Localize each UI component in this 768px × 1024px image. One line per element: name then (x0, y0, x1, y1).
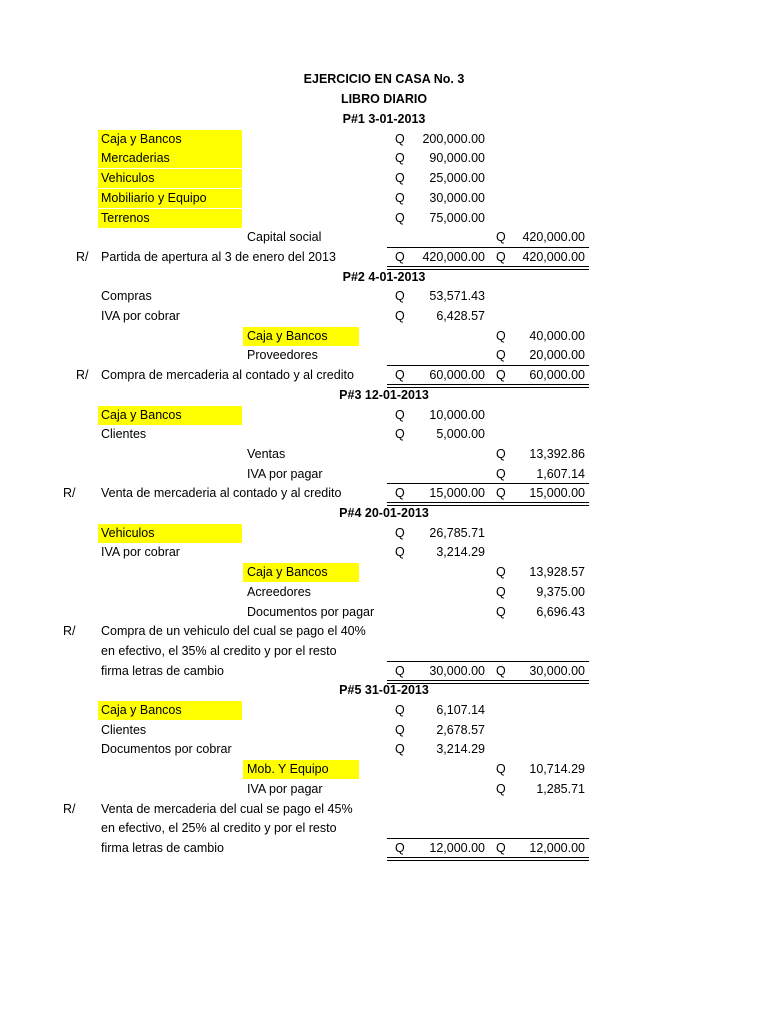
total-debit: 12,000.00 (429, 840, 485, 855)
currency-symbol: Q (395, 486, 405, 501)
currency-symbol: Q (395, 131, 405, 146)
debit-account: Compras (101, 289, 152, 304)
credit-account: Acreedores (247, 584, 311, 599)
currency-symbol: Q (496, 466, 506, 481)
total-debit: 60,000.00 (429, 368, 485, 383)
debit-line (0, 406, 768, 425)
debit-amount: 3,214.29 (436, 742, 485, 757)
currency-symbol: Q (496, 663, 506, 678)
credit-line (0, 327, 768, 346)
entry-reference-mark: R/ (76, 368, 89, 383)
credit-account: Caja y Bancos (243, 563, 359, 582)
currency-symbol: Q (395, 427, 405, 442)
debit-amount: 200,000.00 (422, 131, 485, 146)
entry-description: Partida de apertura al 3 de enero del 2013 (101, 249, 336, 264)
debit-amount: 6,428.57 (436, 309, 485, 323)
debit-amount: 2,678.57 (436, 722, 485, 737)
debit-line (0, 701, 768, 720)
debit-line (0, 209, 768, 228)
entry-reference-mark: R/ (76, 249, 89, 264)
currency-symbol: Q (395, 368, 405, 383)
description-line (0, 366, 768, 385)
debit-account: Clientes (101, 427, 147, 442)
entry-reference-mark: R/ (63, 486, 76, 501)
currency-symbol: Q (395, 249, 405, 264)
credit-amount: 6,696.43 (536, 604, 585, 619)
total-rule (387, 661, 589, 662)
credit-account: IVA por pagar (247, 781, 323, 796)
debit-amount: 90,000.00 (429, 151, 485, 166)
total-credit: 30,000.00 (529, 663, 585, 678)
entry-description: firma letras de cambio (101, 840, 224, 855)
debit-amount: 25,000.00 (429, 171, 485, 186)
currency-symbol: Q (395, 742, 405, 757)
total-debit: 15,000.00 (429, 486, 485, 501)
debit-line (0, 287, 768, 306)
entry-description: en efectivo, el 35% al credito y por el resto (101, 643, 337, 658)
entry-description: Compra de un vehiculo del cual se pago el 40% (101, 624, 366, 639)
total-credit: 420,000.00 (522, 249, 585, 264)
credit-account: Caja y Bancos (243, 327, 359, 346)
credit-line (0, 563, 768, 582)
debit-account: Vehiculos (98, 524, 242, 543)
debit-account: Documentos por cobrar (101, 742, 232, 757)
currency-symbol: Q (395, 171, 405, 186)
debit-amount: 26,785.71 (429, 525, 485, 540)
debit-account: IVA por cobrar (101, 309, 180, 323)
entry-heading: P#5 31-01-2013 (339, 683, 429, 698)
debit-amount: 53,571.43 (429, 289, 485, 304)
debit-account: Caja y Bancos (98, 406, 242, 425)
credit-account: Proveedores (247, 348, 318, 363)
entry-description: en efectivo, el 25% al credito y por el resto (101, 821, 337, 836)
credit-line (0, 603, 768, 622)
debit-line (0, 189, 768, 208)
total-rule (387, 483, 589, 484)
total-credit: 12,000.00 (529, 840, 585, 855)
debit-line (0, 169, 768, 188)
currency-symbol: Q (395, 407, 405, 422)
entry-description: Compra de mercaderia al contado y al credito (101, 368, 354, 383)
credit-account: Documentos por pagar (247, 604, 375, 619)
debit-account: Clientes (101, 722, 147, 737)
credit-account: Ventas (247, 446, 286, 461)
debit-line (0, 425, 768, 444)
currency-symbol: Q (395, 210, 405, 225)
debit-line (0, 130, 768, 149)
currency-symbol: Q (395, 545, 405, 560)
description-line (0, 484, 768, 503)
debit-amount: 10,000.00 (429, 407, 485, 422)
document-subtitle: LIBRO DIARIO (340, 92, 428, 106)
total-debit: 420,000.00 (422, 249, 485, 264)
credit-amount: 9,375.00 (536, 584, 585, 599)
currency-symbol: Q (395, 190, 405, 205)
total-rule (387, 365, 589, 366)
credit-amount: 13,928.57 (529, 565, 585, 580)
entry-heading: P#2 4-01-2013 (342, 269, 426, 284)
credit-amount: 40,000.00 (529, 328, 585, 343)
debit-line (0, 149, 768, 168)
credit-amount: 420,000.00 (522, 230, 585, 245)
currency-symbol: Q (395, 703, 405, 717)
debit-line (0, 543, 768, 562)
credit-account: Mob. Y Equipo (243, 760, 359, 779)
debit-account: Mobiliario y Equipo (98, 189, 242, 208)
debit-amount: 75,000.00 (429, 210, 485, 225)
total-credit: 60,000.00 (529, 368, 585, 383)
credit-line (0, 780, 768, 799)
currency-symbol: Q (496, 368, 506, 383)
currency-symbol: Q (395, 840, 405, 855)
debit-amount: 30,000.00 (429, 190, 485, 205)
credit-account: Capital social (247, 230, 322, 245)
description-line (0, 662, 768, 681)
currency-symbol: Q (395, 722, 405, 737)
currency-symbol: Q (395, 151, 405, 166)
credit-line (0, 445, 768, 464)
debit-account: Vehiculos (98, 169, 242, 188)
entry-reference-mark: R/ (63, 624, 76, 639)
debit-account: Caja y Bancos (98, 701, 242, 720)
credit-line (0, 583, 768, 602)
description-line (0, 622, 768, 641)
debit-amount: 6,107.14 (436, 703, 485, 717)
entry-description: Venta de mercaderia del cual se pago el 45% (101, 801, 353, 816)
credit-line (0, 346, 768, 365)
debit-amount: 5,000.00 (436, 427, 485, 442)
currency-symbol: Q (496, 762, 506, 777)
entry-heading: P#4 20-01-2013 (339, 506, 429, 520)
description-line (0, 839, 768, 858)
currency-symbol: Q (395, 663, 405, 678)
currency-symbol: Q (496, 565, 506, 580)
currency-symbol: Q (496, 328, 506, 343)
currency-symbol: Q (496, 249, 506, 264)
currency-symbol: Q (496, 781, 506, 796)
credit-amount: 10,714.29 (529, 762, 585, 777)
currency-symbol: Q (395, 525, 405, 540)
total-rule (387, 838, 589, 839)
credit-line (0, 760, 768, 779)
debit-account: Terrenos (98, 209, 242, 228)
description-line (0, 800, 768, 819)
description-line (0, 819, 768, 838)
total-rule (387, 247, 589, 248)
debit-line (0, 307, 768, 326)
total-credit: 15,000.00 (529, 486, 585, 501)
currency-symbol: Q (496, 584, 506, 599)
currency-symbol: Q (496, 840, 506, 855)
debit-account: Mercaderias (98, 149, 242, 168)
currency-symbol: Q (496, 446, 506, 461)
currency-symbol: Q (496, 486, 506, 501)
credit-line (0, 228, 768, 247)
credit-account: IVA por pagar (247, 466, 323, 481)
total-double-rule (387, 857, 589, 861)
description-line (0, 248, 768, 267)
currency-symbol: Q (395, 289, 405, 304)
entry-heading: P#3 12-01-2013 (339, 387, 429, 402)
credit-amount: 20,000.00 (529, 348, 585, 363)
debit-line (0, 721, 768, 740)
total-debit: 30,000.00 (429, 663, 485, 678)
credit-amount: 1,285.71 (536, 781, 585, 796)
debit-account: Caja y Bancos (98, 130, 242, 149)
credit-amount: 13,392.86 (529, 446, 585, 461)
document-title: EJERCICIO EN CASA No. 3 (303, 72, 465, 86)
debit-account: IVA por cobrar (101, 545, 180, 560)
currency-symbol: Q (395, 309, 405, 323)
currency-symbol: Q (496, 348, 506, 363)
entry-description: Venta de mercaderia al contado y al credito (101, 486, 342, 501)
credit-line (0, 465, 768, 484)
debit-line (0, 740, 768, 759)
currency-symbol: Q (496, 604, 506, 619)
debit-amount: 3,214.29 (436, 545, 485, 560)
description-line (0, 642, 768, 661)
currency-symbol: Q (496, 230, 506, 245)
debit-line (0, 524, 768, 543)
entry-reference-mark: R/ (63, 801, 76, 816)
entry-heading: P#1 3-01-2013 (342, 112, 426, 126)
entry-description: firma letras de cambio (101, 663, 224, 678)
credit-amount: 1,607.14 (536, 466, 585, 481)
